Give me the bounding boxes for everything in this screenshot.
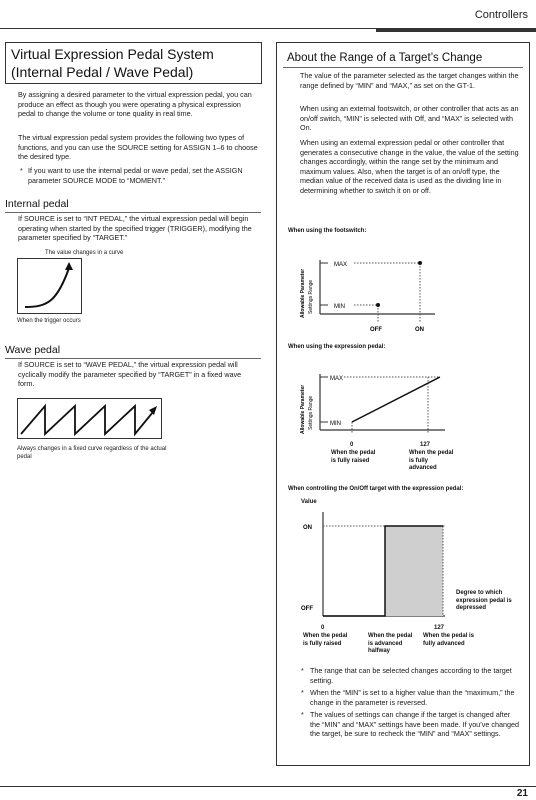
- onoff-on-text: ON: [303, 525, 312, 531]
- ep-min-label: MIN: [330, 421, 341, 427]
- curve-arrowhead: [65, 262, 73, 270]
- range-paragraph-2: When using an external footswitch, or other controller that acts as an on/off switch, “MIN” is selected with Off, and “MAX” is selected with On.: [300, 104, 519, 133]
- fs-ylabel-1: Allowable Parameter: [300, 268, 306, 318]
- wave-path: [21, 406, 153, 434]
- curve-path: [25, 268, 69, 307]
- fs-off-point: [376, 303, 380, 307]
- trigger-label: When the trigger occurs: [17, 318, 81, 324]
- ep-x0-desc: When the pedal is fully raised: [331, 450, 376, 464]
- ep-x1-desc: When the pedal is fully advanced: [409, 450, 454, 471]
- internal-pedal-rule: [5, 212, 261, 213]
- ep-ylabel-1: Allowable Parameter: [300, 384, 306, 434]
- wave-arrowhead: [149, 406, 157, 415]
- fs-on-label: ON: [415, 327, 424, 333]
- onoff-shaded-region: [385, 526, 443, 616]
- note-1-asterisk: *: [301, 666, 304, 675]
- ep-max-label: MAX: [330, 376, 344, 382]
- right-title: About the Range of a Target’s Change: [287, 52, 483, 64]
- wave-figure: [17, 398, 167, 443]
- footswitch-chart: [290, 242, 440, 334]
- intro-paragraph-2: The virtual expression pedal system provides the following two types of functions, and you can use the SOURCE setting for ASSIGN 1–6 to choose the desired type.: [18, 133, 258, 162]
- note-1: The range that can be selected changes according to the target setting.: [310, 666, 512, 685]
- ep-ylabel-2: Settings Range: [308, 395, 314, 430]
- fs-max-label: MAX: [334, 262, 348, 268]
- onoff-value-label: Value: [301, 499, 317, 505]
- range-paragraph-3: When using an external expression pedal or other controller that generates a consecutive change in the value, the value of the setting changes accordingly, within the range set by the minimum and maximum values. Also, when the target is of an on/off type, the median value of the received data is used as the dividing line in determining whether to switch it on or off.: [300, 138, 519, 195]
- page-number: 21: [516, 788, 528, 799]
- fs-min-label: MIN: [334, 304, 345, 310]
- intro-paragraph-1: By assigning a desired parameter to the virtual expression pedal, you can produce an effect as though you were operating a physical expression pedal to change the volume or tone quality in real time.: [18, 90, 252, 119]
- left-title: Virtual Expression Pedal System (Internal Pedal / Wave Pedal): [11, 46, 214, 80]
- section-header: Controllers: [474, 9, 528, 21]
- wave-frame: [18, 399, 162, 439]
- curve-frame: [18, 259, 82, 314]
- onoff-x0-value: 0: [321, 625, 325, 631]
- fs-off-label: OFF: [370, 327, 382, 333]
- ep-x1-value: 127: [420, 442, 431, 448]
- note-3: The values of settings can change if the target is changed after the “MIN” and “MAX” settings have been made. If you’ve changed the target, be sure to recheck the “MIN” and “MAX” settings.: [310, 710, 519, 739]
- wave-pedal-rule: [5, 358, 261, 359]
- onoff-x0-desc: When the pedal is fully raised: [303, 633, 348, 647]
- onoff-degree-label: Degree to which expression pedal is depressed: [456, 590, 512, 611]
- wave-pedal-text: If SOURCE is set to “WAVE PEDAL,” the virtual expression pedal will cyclically modify the parameter specified by “TARGET” in a fixed wave form.: [18, 360, 242, 389]
- ep-x0-value: 0: [350, 442, 354, 448]
- wave-label: Always changes in a fixed curve regardless of the actual pedal: [17, 446, 167, 460]
- expression-pedal-label: When using the expression pedal:: [288, 344, 386, 350]
- range-paragraph-1: The value of the parameter selected as the target changes within the range defined by “MIN” and “MAX,” as set on the GT-1.: [300, 71, 519, 90]
- ep-line: [352, 377, 440, 422]
- wave-pedal-heading: Wave pedal: [5, 344, 61, 356]
- onoff-label: When controlling the On/Off target with the expression pedal:: [288, 486, 464, 492]
- onoff-x1-desc: When the pedal is fully advanced: [423, 633, 475, 647]
- onoff-off-text: OFF: [301, 606, 313, 612]
- onoff-mid-desc: When the pedal is advanced halfway: [368, 633, 413, 654]
- internal-pedal-text: If SOURCE is set to “INT PEDAL,” the virtual expression pedal will begin operating when started by the specified trigger (TRIGGER), modifying the parameter specified by “TARGET.”: [18, 214, 252, 243]
- internal-pedal-heading: Internal pedal: [5, 198, 69, 210]
- footswitch-label: When using the footswitch:: [288, 228, 367, 234]
- intro-note: If you want to use the internal pedal or wave pedal, set the ASSIGN parameter SOURCE MODE to “MOMENT.”: [28, 166, 243, 185]
- footer-rule: [0, 786, 536, 787]
- note-2-asterisk: *: [301, 688, 304, 697]
- note-asterisk: *: [20, 166, 23, 175]
- note-2: When the “MIN” is set to a higher value than the “maximum,” the change in the parameter is reversed.: [310, 688, 515, 707]
- fs-on-point: [418, 261, 422, 265]
- expression-pedal-chart: [290, 360, 450, 438]
- curve-label: The value changes in a curve: [45, 250, 124, 256]
- note-3-asterisk: *: [301, 710, 304, 719]
- header-bar: [376, 29, 536, 32]
- right-title-rule: [283, 67, 523, 68]
- onoff-x1-value: 127: [434, 625, 445, 631]
- fs-ylabel-2: Settings Range: [308, 279, 314, 314]
- internal-pedal-curve-figure: [17, 258, 87, 318]
